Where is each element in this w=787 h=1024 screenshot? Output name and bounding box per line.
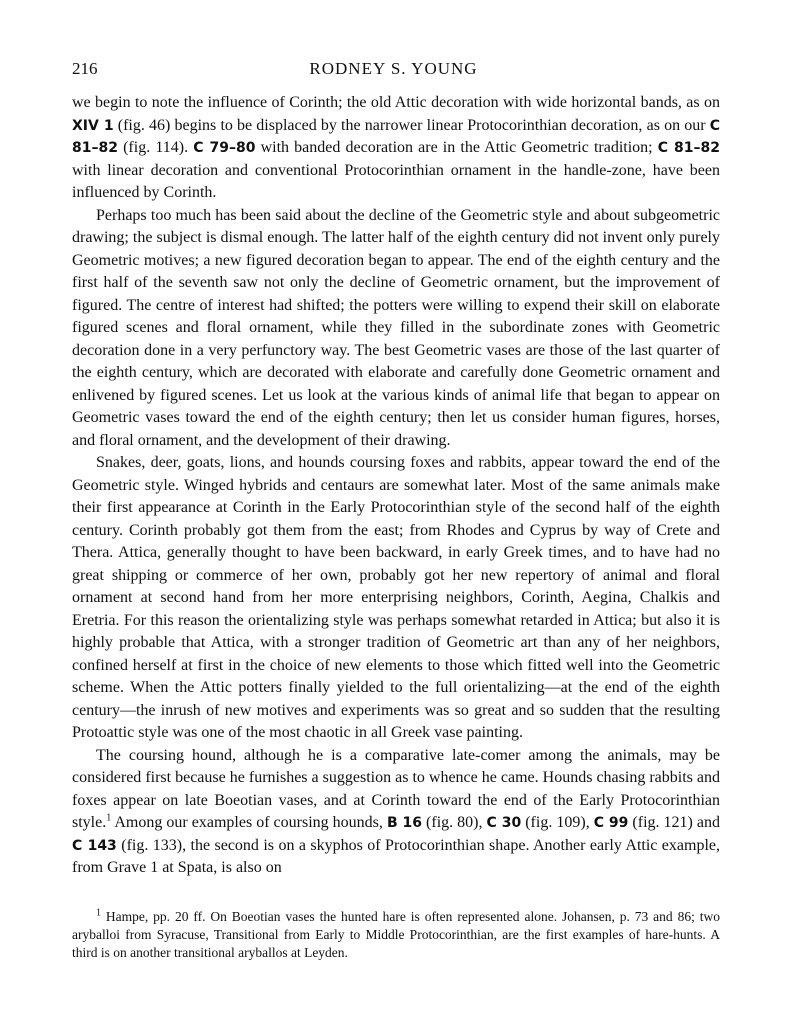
text-span: (fig. 109), xyxy=(521,814,594,831)
footnote-number: 1 xyxy=(96,907,101,919)
text-span: (fig. 80), xyxy=(422,814,487,831)
text-span: (fig. 114). xyxy=(117,139,194,156)
text-span: (fig. 133), the second is on a skyphos of Protocorinthian shape. Another early Attic example, from Grave 1 at Spata, is also on xyxy=(72,836,721,876)
text-span: we begin to note the influence of Corinth; the old Attic decoration with wide horizontal bands, as on xyxy=(72,94,720,111)
body-text xyxy=(72,92,720,880)
text-span: The coursing hound, although he is a comparative late-comer among the animals, may be considered first because he furnishes a suggestion as to whence he came. Hounds chasing rabbits and foxes appear on late Boeotian vases, and at Corinth toward the end of the Early Protocorinthian style. xyxy=(72,746,720,831)
catalog-reference: C 81–82 xyxy=(657,140,720,156)
paragraph-2: Perhaps too much has been said about the decline of the Geometric style and about subgeometric drawing; the subject is dismal enough. The latter half of the eighth century did not invent only purely Geometric motives; a new figured decoration began to appear. The end of the eighth century and the first half of the seventh saw not only the decline of Geometric ornament, but the improvement of figured. The centre of interest had shifted; the potters were willing to expend their skill on elaborate figured scenes and floral ornament, while they filled in the subordinate zones with Geometric decoration done in a very perfunctory way. The best Geometric vases are those of the last quarter of the eighth century, which are decorated with elaborate and carefully done Geometric ornament and enlivened by figured scenes. Let us look at the various kinds of animal life that began to appear on Geometric vases toward the end of the eighth century; then let us consider human figures, horses, and floral ornament, and the development of their drawing. xyxy=(72,206,720,449)
text-span: with banded decoration are in the Attic Geometric tradition; xyxy=(255,139,658,156)
text-span: (fig. 46) begins to be displaced by the narrower linear Protocorinthian decoration, as on our xyxy=(113,116,710,134)
running-head: RODNEY S. YOUNG xyxy=(309,59,478,78)
footnote-text: Hampe, pp. 20 ff. On Boeotian vases the hunted hare is often represented alone. Johansen, p. 73 and 86; two aryballoi from Syracuse, Transitional from Early to Middle Protocorinthian, are the first examples of hare-hunts. A third is on another transitional aryballos at Leyden. xyxy=(72,909,720,960)
catalog-reference: B 16 xyxy=(386,815,423,831)
text-span: (fig. 121) and xyxy=(628,814,721,831)
paragraph-3: Snakes, deer, goats, lions, and hounds coursing foxes and rabbits, appear toward the end of the Geometric style. Winged hybrids and centaurs are somewhat later. Most of the same animals make their first appearance at Corinth in the Early Protocorinthian style of the second half of the eighth century. Corinth probably got them from the east; from Rhodes and Cyprus by way of Crete and Thera. Attica, generally thought to have been backward, in early Greek times, and to have had no great shipping or commerce of her own, probably got her new repertory of animal and floral ornament at second hand from her more enterprising neighbors, Corinth, Aegina, Chalkis and Eretria. For this reason the orientalizing style was perhaps somewhat retarded in Attica; but also it is highly probable that Attica, with a stronger tradition of Geometric art than any of her neighbors, confined herself at first in the choice of new elements to those which fitted well into the Geometric scheme. When the Attic potters finally yielded to the full orientalizing—at the end of the eighth century—the inrush of new motives and experiments was so great and so sudden that the resulting Protoattic style was one of the most chaotic in all Greek vase painting. xyxy=(72,454,720,741)
text-span: with linear decoration and conventional Protocorinthian ornament in the handle-zone, have been influenced by Corinth. xyxy=(72,161,720,201)
catalog-reference: C 81–82 xyxy=(72,117,720,156)
catalog-reference: C 79–80 xyxy=(193,140,256,156)
footnote xyxy=(72,908,720,962)
footnote-marker: 1 xyxy=(106,812,112,824)
catalog-reference: XIV 1 xyxy=(72,117,114,134)
catalog-reference: C 30 xyxy=(486,815,522,831)
paragraph-1 xyxy=(72,92,720,205)
paragraph-4 xyxy=(72,745,720,880)
text-span: Among our examples of coursing hounds, xyxy=(111,814,387,831)
catalog-reference: C 99 xyxy=(593,815,629,831)
catalog-reference: C 143 xyxy=(72,837,117,854)
page-number: 216 xyxy=(72,59,98,78)
